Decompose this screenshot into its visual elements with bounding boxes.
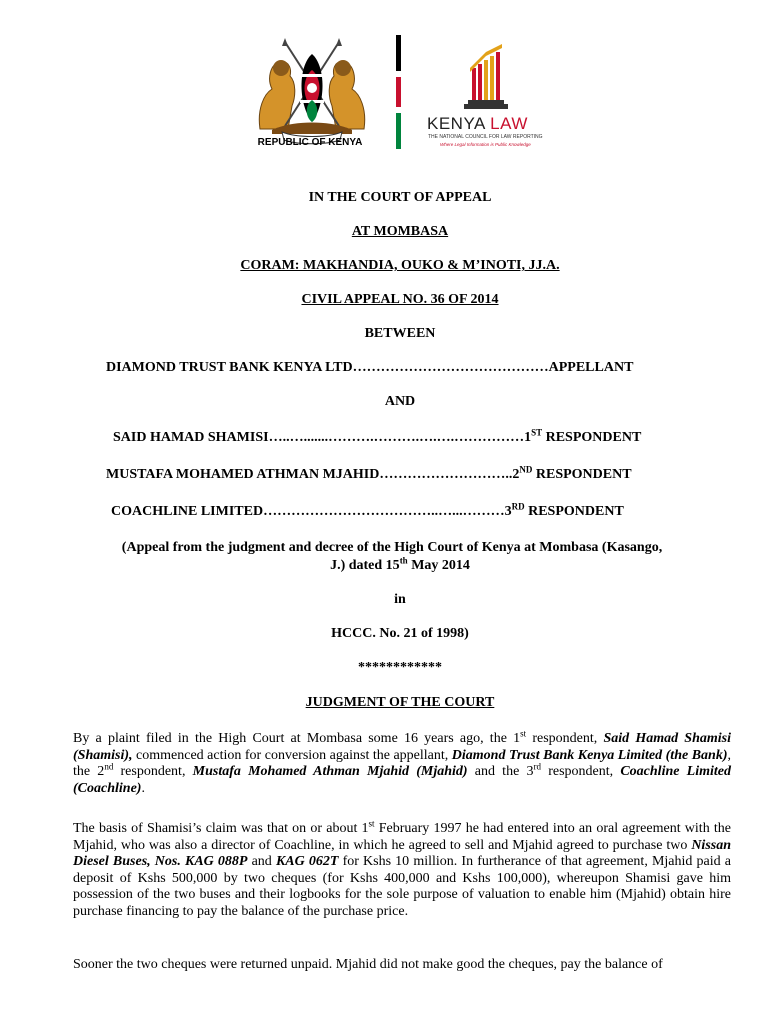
kenya-coat-of-arms-icon	[252, 34, 372, 154]
judgment-title: JUDGMENT OF THE COURT	[305, 695, 495, 710]
appeal-from-line-2: J.) dated 15th May 2014	[330, 555, 470, 573]
place-heading: AT MOMBASA	[351, 224, 449, 239]
header-logos	[0, 30, 768, 155]
paragraph-1: By a plaint filed in the High Court at Mombasa some 16 years ago, the 1st respondent, Said Hamad Shamisi (Shamisi), commenced action for conversion against the appellant, Diamond Trust Bank Kenya Limited (the Bank), the 2nd respondent, Mustafa Mohamed Athman Mjahid (Mjahid) and the 3rd respondent, Coachline Limited (Coachline).	[73, 728, 731, 796]
republic-of-kenya-label: REPUBLIC OF KENYA	[257, 137, 363, 148]
in-label: in	[394, 592, 406, 607]
between-label: BETWEEN	[364, 326, 436, 341]
court-heading: IN THE COURT OF APPEAL	[308, 190, 492, 205]
case-number: CIVIL APPEAL NO. 36 OF 2014	[301, 292, 499, 307]
kenya-law-title: KENYA LAW	[427, 114, 528, 133]
kenya-law-tagline: Where Legal Information is Public Knowledge	[440, 142, 531, 147]
paragraph-3: Sooner the two cheques were returned unpaid. Mjahid did not make good the cheques, pay the balance of	[73, 957, 663, 972]
respondent-1-line: SAID HAMAD SHAMISI…..….......……….……….….….……………1ST RESPONDENT	[113, 427, 642, 445]
and-label: AND	[384, 394, 416, 409]
appeal-from-line-1: (Appeal from the judgment and decree of the High Court of Kenya at Mombasa (Kasango,	[121, 540, 663, 555]
appellant-line: DIAMOND TRUST BANK KENYA LTD……………………………………APPELLANT	[106, 360, 634, 375]
separator-stars: ************	[358, 660, 442, 675]
paragraph-2: The basis of Shamisi’s claim was that on or about 1st February 1997 he had entered into an oral agreement with the Mjahid, who was also a director of Coachline, in which he agreed to sell and Mjahid agreed to purchase two Nissan Diesel Buses, Nos. KAG 088P and KAG 062T for Kshs 10 million. In furtherance of that agreement, Mjahid paid a deposit of Kshs 500,000 by two cheques (for Kshs 400,000 and Kshs 100,000), whereupon Shamisi gave him possession of the two buses and their logbooks for the sole purpose of valuation to enable him (Mjahid) obtain hire purchase financing to pay the balance of the purchase price.	[73, 818, 731, 919]
kenya-law-subtitle: THE NATIONAL COUNCIL FOR LAW REPORTING	[428, 134, 543, 140]
hccc-line: HCCC. No. 21 of 1998)	[331, 626, 469, 641]
respondent-3-line: COACHLINE LIMITED………………………………..…...………3RD RESPONDENT	[111, 501, 624, 519]
coram-heading: CORAM: MAKHANDIA, OUKO & M’INOTI, JJ.A.	[240, 258, 560, 273]
respondent-2-line: MUSTAFA MOHAMED ATHMAN MJAHID………………………..2ND RESPONDENT	[106, 464, 632, 482]
flag-divider	[396, 35, 401, 149]
